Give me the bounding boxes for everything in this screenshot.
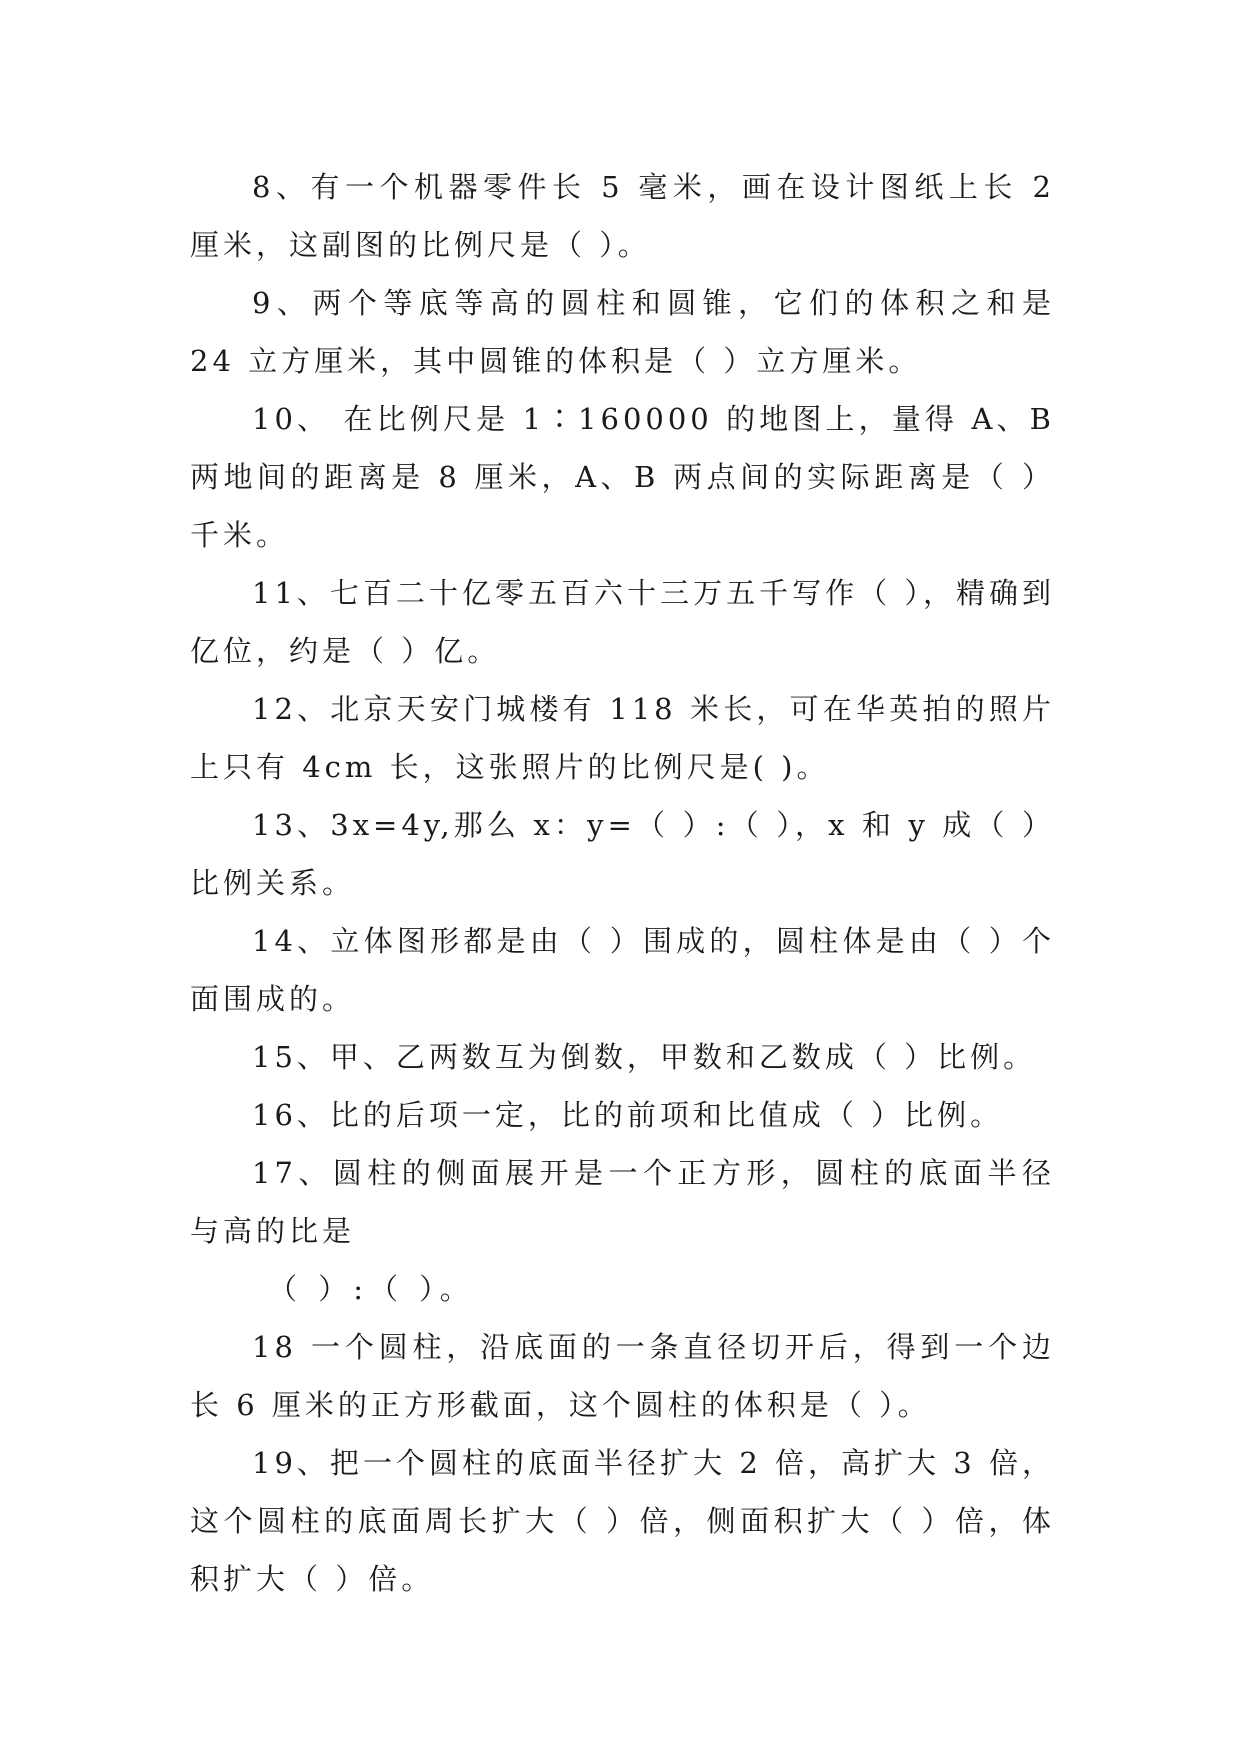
question-17: 17、圆柱的侧面展开是一个正方形，圆柱的底面半径与高的比是	[190, 1156, 1055, 1248]
question-16: 16、比的后项一定，比的前项和比值成（ ）比例。	[252, 1098, 1004, 1132]
question-9: 9、两个等底等高的圆柱和圆锥，它们的体积之和是 24 立方厘米，其中圆锥的体积是（ ）立方厘米。	[190, 286, 1055, 378]
question-17-answer-line: （ ）:（ ）。	[268, 1272, 475, 1306]
question-12: 12、北京天安门城楼有 118 米长，可在华英拍的照片上只有 4cm 长，这张照片的比例尺是( )。	[190, 692, 1055, 784]
question-18: 18 一个圆柱，沿底面的一条直径切开后，得到一个边长 6 厘米的正方形截面，这个圆柱的体积是（ ）。	[190, 1330, 1055, 1422]
question-13: 13、3x=4y,那么 x：y=（ ）:（ ），x 和 y 成（ ）比例关系。	[190, 808, 1055, 900]
question-14: 14、立体图形都是由（ ）围成的，圆柱体是由（ ）个面围成的。	[190, 924, 1055, 1016]
question-8: 8、有一个机器零件长 5 毫米，画在设计图纸上长 2 厘米，这副图的比例尺是（ ）。	[190, 170, 1055, 262]
question-15: 15、甲、乙两数互为倒数，甲数和乙数成（ ）比例。	[252, 1040, 1037, 1074]
question-19: 19、把一个圆柱的底面半径扩大 2 倍，高扩大 3 倍，这个圆柱的底面周长扩大（ ）倍，侧面积扩大（ ）倍，体积扩大（ ）倍。	[190, 1446, 1055, 1596]
question-10: 10、 在比例尺是 1∶160000 的地图上，量得 A、B 两地间的距离是 8 厘米，A、B 两点间的实际距离是（ ）千米。	[190, 402, 1055, 552]
question-list	[190, 158, 1055, 1608]
question-11: 11、七百二十亿零五百六十三万五千写作（ ），精确到亿位，约是（ ）亿。	[190, 576, 1055, 668]
